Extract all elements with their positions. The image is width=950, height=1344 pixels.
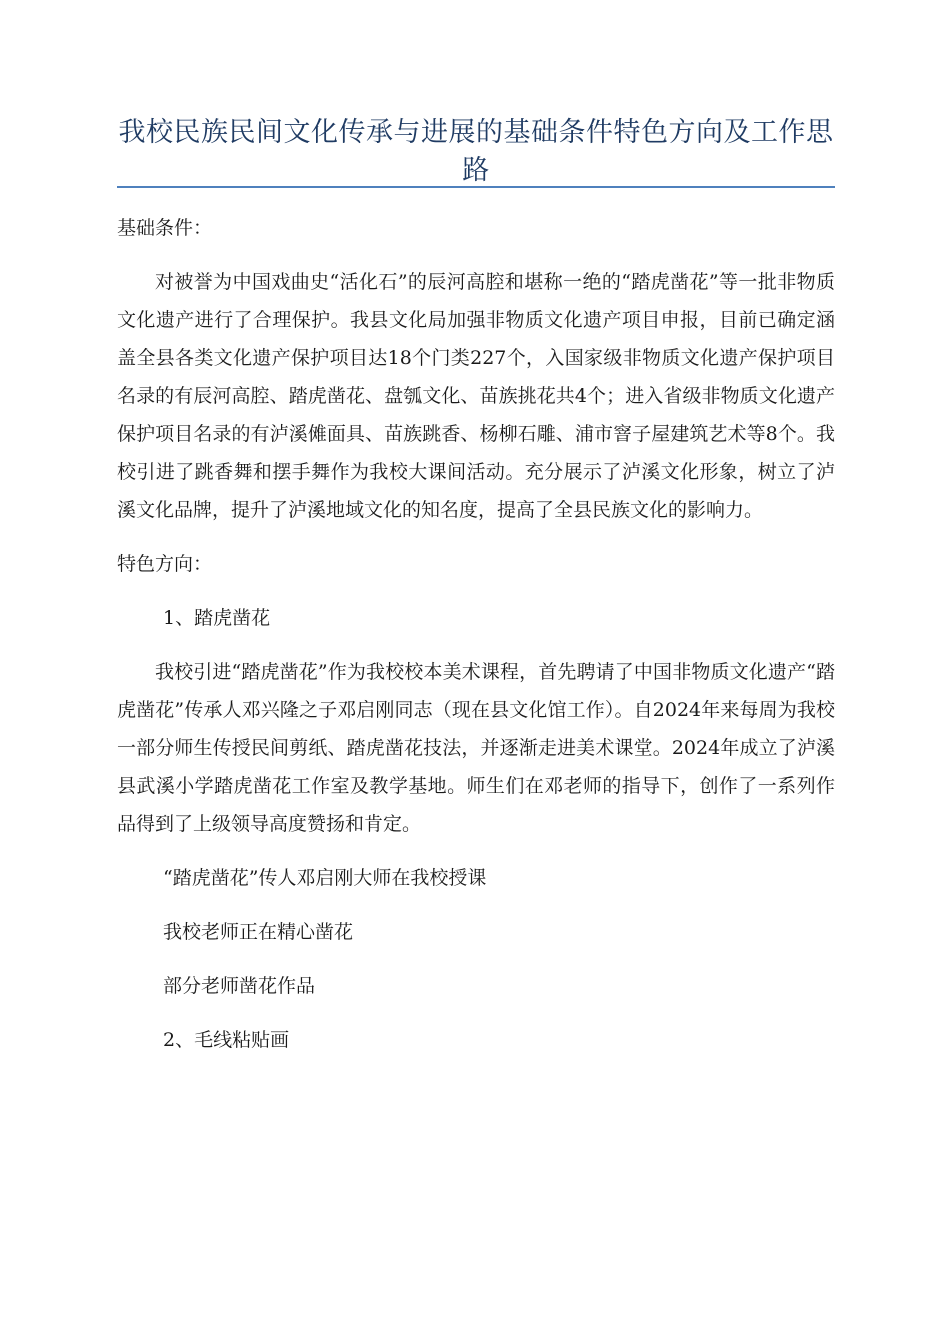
title-underline xyxy=(117,186,835,188)
document-body xyxy=(117,209,835,1075)
photo-caption-teacher-works: 部分老师凿花作品 xyxy=(163,975,316,997)
photo-caption-teachers-carving: 我校老师正在精心凿花 xyxy=(163,921,354,943)
paragraph-basic-conditions: 对被誉为中国戏曲史“活化石”的辰河高腔和堪称一绝的“踏虎凿花”等一批非物质文化遗产进行了合理保护。我县文化局加强非物质文化遗产项目申报，目前已确定涵盖全县各类文化遗产保护项目达18个门类227个，入国家级非物质文化遗产保护项目名录的有辰河高腔、踏虎凿花、盘瓠文化、苗族挑花共4个；进入省级非物质文化遗产保护项目名录的有泸溪傩面具、苗族跳香、杨柳石雕、浦市窨子屋建筑艺术等8个。我校引进了跳香舞和摆手舞作为我校大课间活动。充分展示了泸溪文化形象，树立了泸溪文化品牌，提升了泸溪地域文化的知名度，提高了全县民族文化的影响力。 xyxy=(117,271,835,521)
document-title: 我校民族民间文化传承与进展的基础条件特色方向及工作思路 xyxy=(118,117,834,186)
section-heading-feature: 特色方向： xyxy=(117,553,213,575)
item-title-tahu-zaohua: 1、踏虎凿花 xyxy=(163,607,271,629)
photo-caption-master-teaching: “踏虎凿花”传人邓启刚大师在我校授课 xyxy=(163,867,487,889)
paragraph-tahu-zaohua: 我校引进“踏虎凿花”作为我校校本美术课程，首先聘请了中国非物质文化遗产“踏虎凿花”传承人邓兴隆之子邓启刚同志（现在县文化馆工作）。自2024年来每周为我校一部分师生传授民间剪纸、踏虎凿花技法，并逐渐走进美术课堂。2024年成立了泸溪县武溪小学踏虎凿花工作室及教学基地。师生们在邓老师的指导下，创作了一系列作品得到了上级领导高度赞扬和肯定。 xyxy=(117,661,835,835)
item-title-yarn-collage: 2、毛线粘贴画 xyxy=(163,1029,290,1051)
section-heading-basic: 基础条件： xyxy=(117,217,213,239)
